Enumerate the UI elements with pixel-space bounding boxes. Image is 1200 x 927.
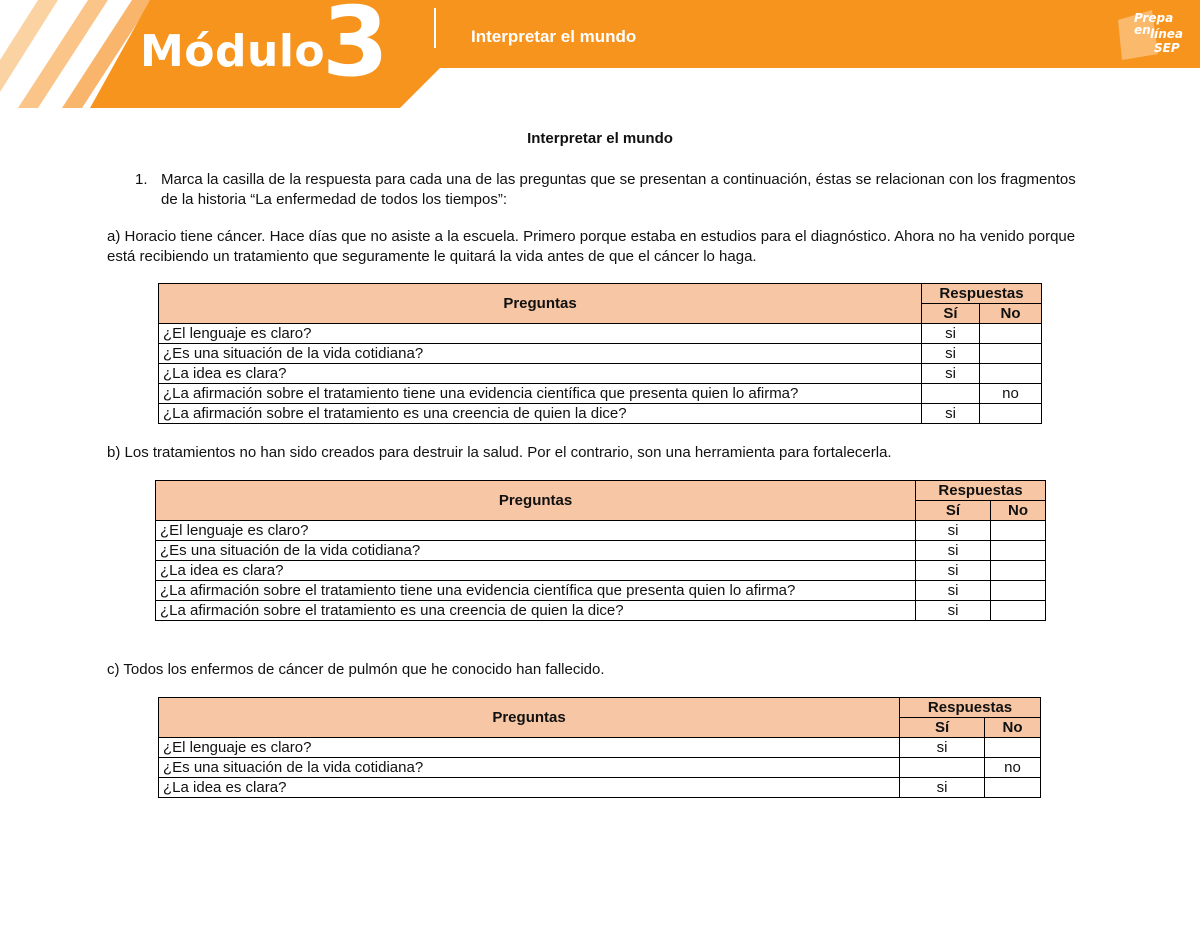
prepa-en-linea-logo bbox=[1112, 6, 1182, 62]
yes-checkbox-cell[interactable]: si bbox=[922, 344, 980, 364]
module-number: 3 bbox=[322, 0, 389, 98]
no-checkbox-cell[interactable] bbox=[980, 324, 1042, 344]
instruction-text: Marca la casilla de la respuesta para cada una de las preguntas que se presentan a continuación, éstas se relacionan con los fragmentos de la historia “La enfermedad de todos los tiempos”: bbox=[161, 171, 1076, 208]
header-answers: Respuestas bbox=[916, 481, 1046, 501]
no-checkbox-cell[interactable] bbox=[991, 541, 1046, 561]
table-row bbox=[159, 738, 1041, 758]
yes-checkbox-cell[interactable]: si bbox=[916, 561, 991, 581]
no-checkbox-cell[interactable] bbox=[980, 364, 1042, 384]
question-cell: ¿La afirmación sobre el tratamiento tiene una evidencia científica que presenta quien lo afirma? bbox=[156, 581, 916, 601]
yes-checkbox-cell[interactable]: si bbox=[900, 738, 985, 758]
statement-b: b) Los tratamientos no han sido creados para destruir la salud. Por el contrario, son una herramienta para fortalecerla. bbox=[107, 444, 892, 461]
questions-table-c bbox=[158, 697, 1041, 798]
table-row bbox=[159, 778, 1041, 798]
no-checkbox-cell[interactable] bbox=[985, 738, 1041, 758]
yes-checkbox-cell[interactable]: si bbox=[916, 541, 991, 561]
yes-checkbox-cell[interactable]: si bbox=[922, 324, 980, 344]
table-row bbox=[156, 541, 1046, 561]
question-cell: ¿La idea es clara? bbox=[159, 778, 900, 798]
no-checkbox-cell[interactable]: no bbox=[980, 384, 1042, 404]
question-cell: ¿La afirmación sobre el tratamiento es una creencia de quien la dice? bbox=[159, 404, 922, 424]
table-row bbox=[156, 581, 1046, 601]
yes-checkbox-cell[interactable]: si bbox=[922, 404, 980, 424]
header-no: No bbox=[985, 718, 1041, 738]
no-checkbox-cell[interactable] bbox=[991, 601, 1046, 621]
question-cell: ¿El lenguaje es claro? bbox=[159, 324, 922, 344]
yes-checkbox-cell[interactable]: si bbox=[916, 601, 991, 621]
logo-text-2: línea bbox=[1150, 27, 1184, 41]
question-cell: ¿La afirmación sobre el tratamiento es una creencia de quien la dice? bbox=[156, 601, 916, 621]
question-cell: ¿El lenguaje es claro? bbox=[156, 521, 916, 541]
logo-text-3: SEP bbox=[1154, 41, 1180, 55]
no-checkbox-cell[interactable] bbox=[985, 778, 1041, 798]
table-row bbox=[156, 601, 1046, 621]
question-cell: ¿Es una situación de la vida cotidiana? bbox=[159, 758, 900, 778]
header-yes: Sí bbox=[916, 501, 991, 521]
instruction-number: 1. bbox=[135, 171, 148, 188]
statement-c: c) Todos los enfermos de cáncer de pulmón que he conocido han fallecido. bbox=[107, 661, 605, 678]
question-cell: ¿La idea es clara? bbox=[156, 561, 916, 581]
table-row bbox=[159, 364, 1042, 384]
header-no: No bbox=[991, 501, 1046, 521]
no-checkbox-cell[interactable]: no bbox=[985, 758, 1041, 778]
header-questions: Preguntas bbox=[159, 284, 922, 324]
module-word: Módulo bbox=[140, 26, 326, 77]
yes-checkbox-cell[interactable]: si bbox=[916, 521, 991, 541]
header-questions: Preguntas bbox=[159, 698, 900, 738]
module-subtitle: Interpretar el mundo bbox=[471, 27, 637, 46]
no-checkbox-cell[interactable] bbox=[991, 521, 1046, 541]
question-cell: ¿La idea es clara? bbox=[159, 364, 922, 384]
header-yes: Sí bbox=[900, 718, 985, 738]
yes-checkbox-cell[interactable]: si bbox=[916, 581, 991, 601]
table-row bbox=[159, 344, 1042, 364]
no-checkbox-cell[interactable] bbox=[980, 404, 1042, 424]
table-row bbox=[159, 404, 1042, 424]
yes-checkbox-cell[interactable]: si bbox=[900, 778, 985, 798]
questions-table-a bbox=[158, 283, 1042, 424]
question-cell: ¿Es una situación de la vida cotidiana? bbox=[159, 344, 922, 364]
no-checkbox-cell[interactable] bbox=[991, 581, 1046, 601]
table-row bbox=[156, 561, 1046, 581]
document-title: Interpretar el mundo bbox=[527, 130, 673, 147]
statement-a: a) Horacio tiene cáncer. Hace días que no asiste a la escuela. Primero porque estaba en estudios para el diagnóstico. Ahora no ha venido porque está recibiendo un tratamiento que seguramente le quitará la vida antes de que el cáncer lo haga. bbox=[107, 228, 1076, 265]
instruction bbox=[135, 170, 1095, 210]
header-questions: Preguntas bbox=[156, 481, 916, 521]
header-answers: Respuestas bbox=[922, 284, 1042, 304]
no-checkbox-cell[interactable] bbox=[991, 561, 1046, 581]
yes-checkbox-cell[interactable] bbox=[900, 758, 985, 778]
table-row bbox=[156, 521, 1046, 541]
header-yes: Sí bbox=[922, 304, 980, 324]
table-row bbox=[159, 758, 1041, 778]
table-row bbox=[159, 384, 1042, 404]
table-row bbox=[159, 324, 1042, 344]
header-divider bbox=[434, 8, 436, 48]
header-no: No bbox=[980, 304, 1042, 324]
question-cell: ¿Es una situación de la vida cotidiana? bbox=[156, 541, 916, 561]
module-header bbox=[0, 0, 1200, 108]
questions-table-b bbox=[155, 480, 1046, 621]
question-cell: ¿La afirmación sobre el tratamiento tiene una evidencia científica que presenta quien lo afirma? bbox=[159, 384, 922, 404]
no-checkbox-cell[interactable] bbox=[980, 344, 1042, 364]
header-answers: Respuestas bbox=[900, 698, 1041, 718]
logo-text-1: Prepa en bbox=[1134, 11, 1174, 37]
yes-checkbox-cell[interactable] bbox=[922, 384, 980, 404]
yes-checkbox-cell[interactable]: si bbox=[922, 364, 980, 384]
question-cell: ¿El lenguaje es claro? bbox=[159, 738, 900, 758]
